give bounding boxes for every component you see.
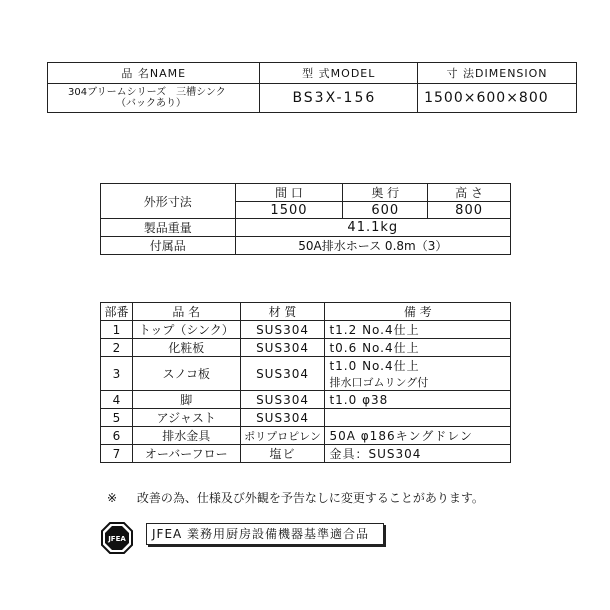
part-name: スノコ板: [132, 357, 240, 391]
model-value: BS3X-156: [260, 84, 418, 113]
note-header: 備 考: [325, 303, 511, 321]
part-material: SUS304: [240, 357, 325, 391]
product-name-line1: 304ブリームシリーズ 三槽シンク: [68, 87, 226, 98]
part-number: 5: [101, 409, 133, 427]
material-header: 材 質: [240, 303, 325, 321]
part-number: 4: [101, 391, 133, 409]
accessory-label: 付属品: [101, 237, 236, 255]
disclaimer-text: 改善の為、仕様及び外観を予告なしに変更することがあります。: [136, 491, 484, 505]
table-row: [101, 409, 511, 427]
part-name: トップ（シンク）: [132, 321, 240, 339]
width-header: 間 口: [235, 184, 343, 202]
table-row: [101, 339, 511, 357]
depth-header: 奥 行: [343, 184, 428, 202]
jfea-logo-icon: [99, 520, 135, 556]
part-number: 7: [101, 445, 133, 463]
disclaimer-note: [107, 489, 484, 506]
part-name: 脚: [132, 391, 240, 409]
dimension-value: 1500×600×800: [418, 84, 577, 113]
dimension-header: 寸 法DIMENSION: [418, 63, 577, 84]
table-row: [101, 391, 511, 409]
part-number-header: 部番: [101, 303, 133, 321]
part-note: 金具：SUS304: [325, 445, 511, 463]
part-note-line2: 排水口ゴムリング付: [329, 376, 429, 389]
product-header-table: [47, 62, 577, 113]
part-note: t1.2 No.4仕上: [325, 321, 511, 339]
part-note: t0.6 No.4仕上: [325, 339, 511, 357]
part-name-header: 品 名: [132, 303, 240, 321]
depth-value: 600: [343, 202, 428, 219]
height-value: 800: [428, 202, 511, 219]
part-note: [325, 357, 511, 391]
part-material: SUS304: [240, 409, 325, 427]
part-name: アジャスト: [132, 409, 240, 427]
parts-table: [100, 302, 511, 463]
height-header: 高 さ: [428, 184, 511, 202]
part-number: 3: [101, 357, 133, 391]
note-mark: ※: [107, 491, 118, 505]
part-material: SUS304: [240, 321, 325, 339]
part-note: [325, 409, 511, 427]
model-header: 型 式MODEL: [260, 63, 418, 84]
part-number: 6: [101, 427, 133, 445]
part-note: t1.0 φ38: [325, 391, 511, 409]
part-material: ポリプロピレン: [240, 427, 325, 445]
accessory-value: 50A排水ホース 0.8m（3）: [235, 237, 510, 255]
part-name: 化粧板: [132, 339, 240, 357]
name-header: 品 名NAME: [48, 63, 260, 84]
svg-text:JFEA: JFEA: [108, 535, 126, 543]
part-material: 塩ビ: [240, 445, 325, 463]
table-row: [101, 321, 511, 339]
product-name-line2: （バックあり）: [116, 98, 186, 109]
width-value: 1500: [235, 202, 343, 219]
product-name: [48, 84, 260, 113]
part-material: SUS304: [240, 339, 325, 357]
part-name: 排水金具: [132, 427, 240, 445]
part-name: オーバーフロー: [132, 445, 240, 463]
part-material: SUS304: [240, 391, 325, 409]
table-row: [101, 445, 511, 463]
part-number: 1: [101, 321, 133, 339]
table-row: [101, 357, 511, 391]
outer-size-label: 外形寸法: [101, 184, 236, 219]
weight-label: 製品重量: [101, 219, 236, 237]
certification-badge: JFEA 業務用厨房設備機器基準適合品: [146, 523, 384, 545]
part-note: 50A φ186キングドレン: [325, 427, 511, 445]
weight-value: 41.1kg: [235, 219, 510, 237]
spec-table: [100, 183, 511, 255]
part-note-line1: t1.0 No.4仕上: [329, 359, 420, 373]
table-row: [101, 427, 511, 445]
part-number: 2: [101, 339, 133, 357]
